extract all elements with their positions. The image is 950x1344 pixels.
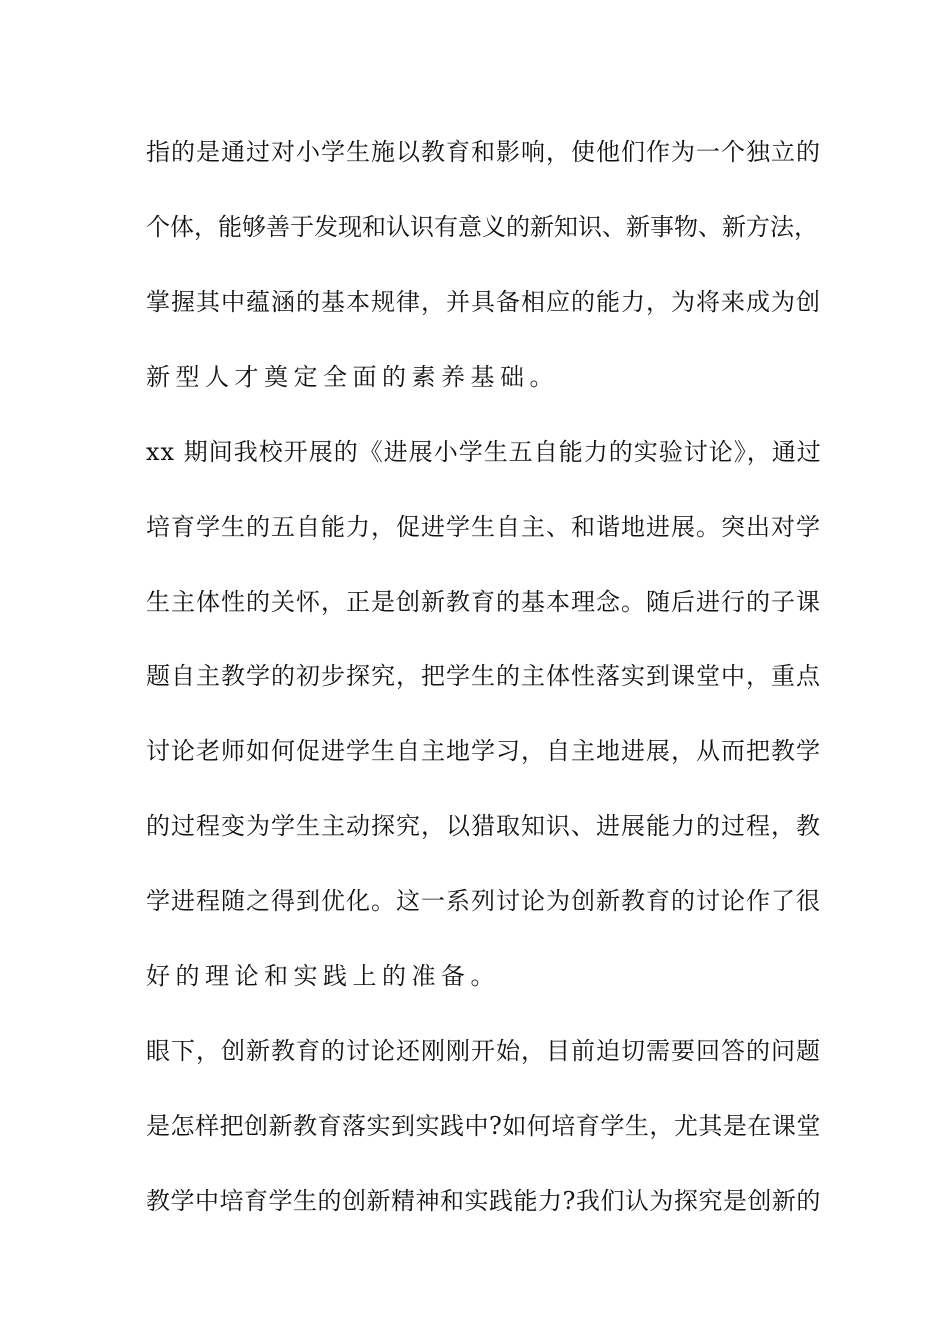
text-line: 指的是通过对小学生施以教育和影响，使他们作为一个独立的	[146, 138, 821, 166]
text-line: 好的理论和实践上的准备。	[146, 962, 500, 990]
text-line: 生主体性的关怀，正是创新教育的基本理念。随后进行的子课	[146, 588, 821, 616]
text-line: 个体，能够善于发现和认识有意义的新知识、新事物、新方法，	[146, 213, 818, 241]
text-line: 学进程随之得到优化。这一系列讨论为创新教育的讨论作了很	[146, 887, 821, 915]
text-line: 讨论老师如何促进学生自主地学习，自主地进展，从而把教学	[146, 737, 821, 765]
text-line: 教学中培育学生的创新精神和实践能力?我们认为探究是创新的	[146, 1187, 821, 1215]
text-line: 题自主教学的初步探究，把学生的主体性落实到课堂中，重点	[146, 662, 821, 690]
text-line: 培育学生的五自能力，促进学生自主、和谐地进展。突出对学	[146, 513, 821, 541]
text-line: xx 期间我校开展的《进展小学生五自能力的实验讨论》，通过	[146, 438, 822, 466]
text-line: 是怎样把创新教育落实到实践中?如何培育学生，尤其是在课堂	[146, 1112, 821, 1140]
text-line: 新型人才奠定全面的素养基础。	[146, 363, 559, 391]
text-line: 的过程变为学生主动探究，以猎取知识、进展能力的过程，教	[146, 812, 821, 840]
text-line: 眼下，创新教育的讨论还刚刚开始，目前迫切需要回答的问题	[146, 1037, 821, 1065]
text-line: 掌握其中蕴涵的基本规律，并具备相应的能力，为将来成为创	[146, 288, 821, 316]
